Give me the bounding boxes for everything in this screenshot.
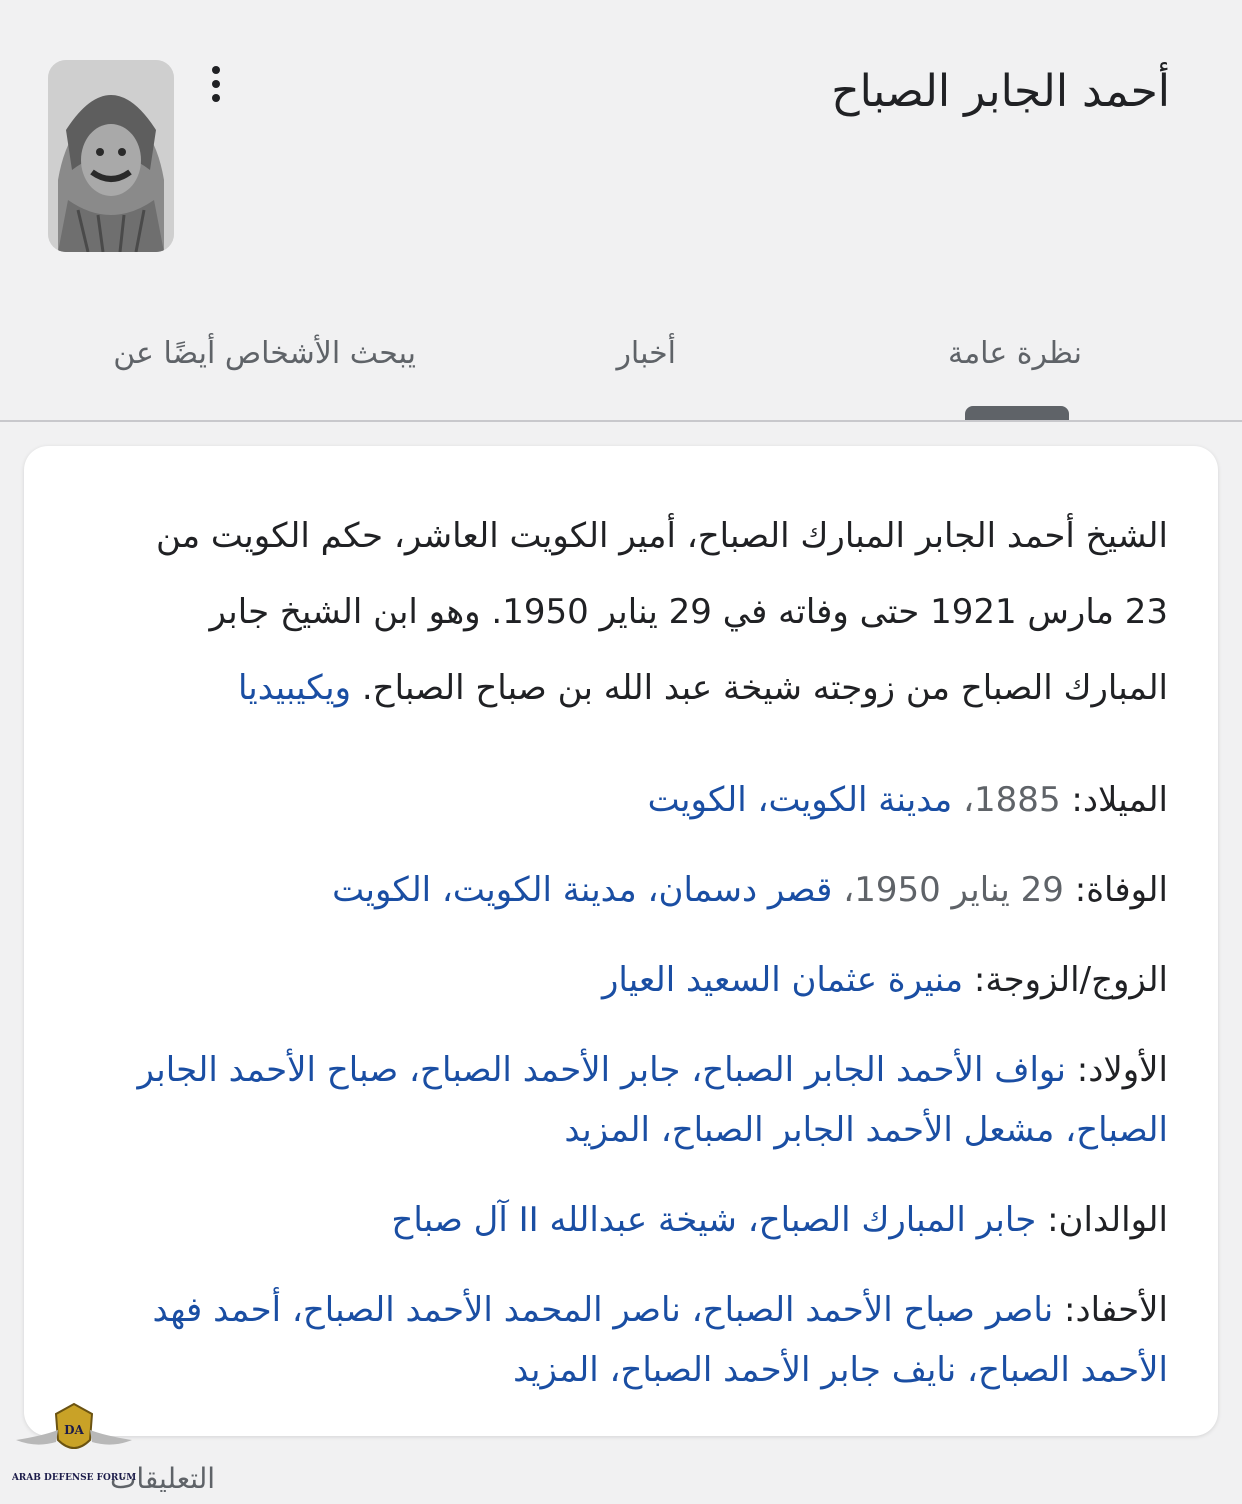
entity-photo[interactable] <box>48 60 174 252</box>
fact-label: الأولاد: <box>1076 1050 1168 1090</box>
fact-death <box>108 860 1168 920</box>
wikipedia-link[interactable]: ويكيبيديا <box>237 668 352 708</box>
grandchildren-links[interactable]: ناصر صباح الأحمد الصباح، ناصر المحمد الأحمد الصباح، أحمد فهد الأحمد الصباح، نايف جابر الأحمد الصباح، المزيد <box>152 1290 1168 1390</box>
description-text: الشيخ أحمد الجابر المبارك الصباح، أمير الكويت العاشر، حكم الكويت من 23 مارس 1921 حتى وفاته في 29 يناير 1950. وهو ابن الشيخ جابر المبارك الصباح من زوجته شيخة عبد الله بن صباح الصباح. <box>155 516 1168 708</box>
knowledge-panel-header <box>0 0 1242 420</box>
overview-card <box>24 446 1218 1436</box>
death-place-link[interactable]: قصر دسمان، مدينة الكويت، الكويت <box>332 870 833 910</box>
birth-date: 1885 <box>974 780 1061 820</box>
death-date: 29 يناير 1950 <box>854 870 1064 910</box>
watermark-text: ARAB DEFENSE FORUM <box>12 1473 136 1483</box>
svg-text:DA: DA <box>64 1423 84 1437</box>
separator: ، <box>952 780 975 820</box>
fact-parents <box>108 1190 1168 1250</box>
tab-news[interactable]: أخبار <box>616 336 676 371</box>
fact-label: الميلاد: <box>1071 780 1168 820</box>
fact-children <box>108 1040 1168 1160</box>
parents-links[interactable]: جابر المبارك الصباح، شيخة عبدالله II آل صباح <box>391 1200 1037 1240</box>
more-vert-icon[interactable] <box>204 66 228 110</box>
children-links[interactable]: نواف الأحمد الجابر الصباح، جابر الأحمد الصباح، صباح الأحمد الجابر الصباح، مشعل الأحمد الجابر الصباح، المزيد <box>137 1050 1168 1150</box>
fact-label: الوفاة: <box>1074 870 1168 910</box>
fact-birth <box>108 770 1168 830</box>
tab-people-also-search[interactable]: يبحث الأشخاص أيضًا عن <box>113 336 416 371</box>
tab-bar <box>0 320 1242 420</box>
watermark-logo <box>12 1400 136 1500</box>
entity-title: أحمد الجابر الصباح <box>831 66 1170 117</box>
birth-place-link[interactable]: مدينة الكويت، الكويت <box>647 780 953 820</box>
active-tab-indicator <box>965 406 1069 420</box>
entity-description <box>108 498 1168 726</box>
spouse-link[interactable]: منيرة عثمان السعيد العيار <box>601 960 964 1000</box>
fact-label: الزوج/الزوجة: <box>973 960 1168 1000</box>
fact-label: الوالدان: <box>1047 1200 1168 1240</box>
portrait-image <box>48 60 174 252</box>
feedback-label[interactable]: التعليقات <box>110 1462 216 1495</box>
fact-label: الأحفاد: <box>1063 1290 1168 1330</box>
facts-list <box>108 770 1168 1430</box>
fact-spouse <box>108 950 1168 1010</box>
fact-grandchildren <box>108 1280 1168 1400</box>
separator: ، <box>832 870 855 910</box>
tab-overview[interactable]: نظرة عامة <box>948 336 1082 371</box>
divider <box>0 420 1242 422</box>
